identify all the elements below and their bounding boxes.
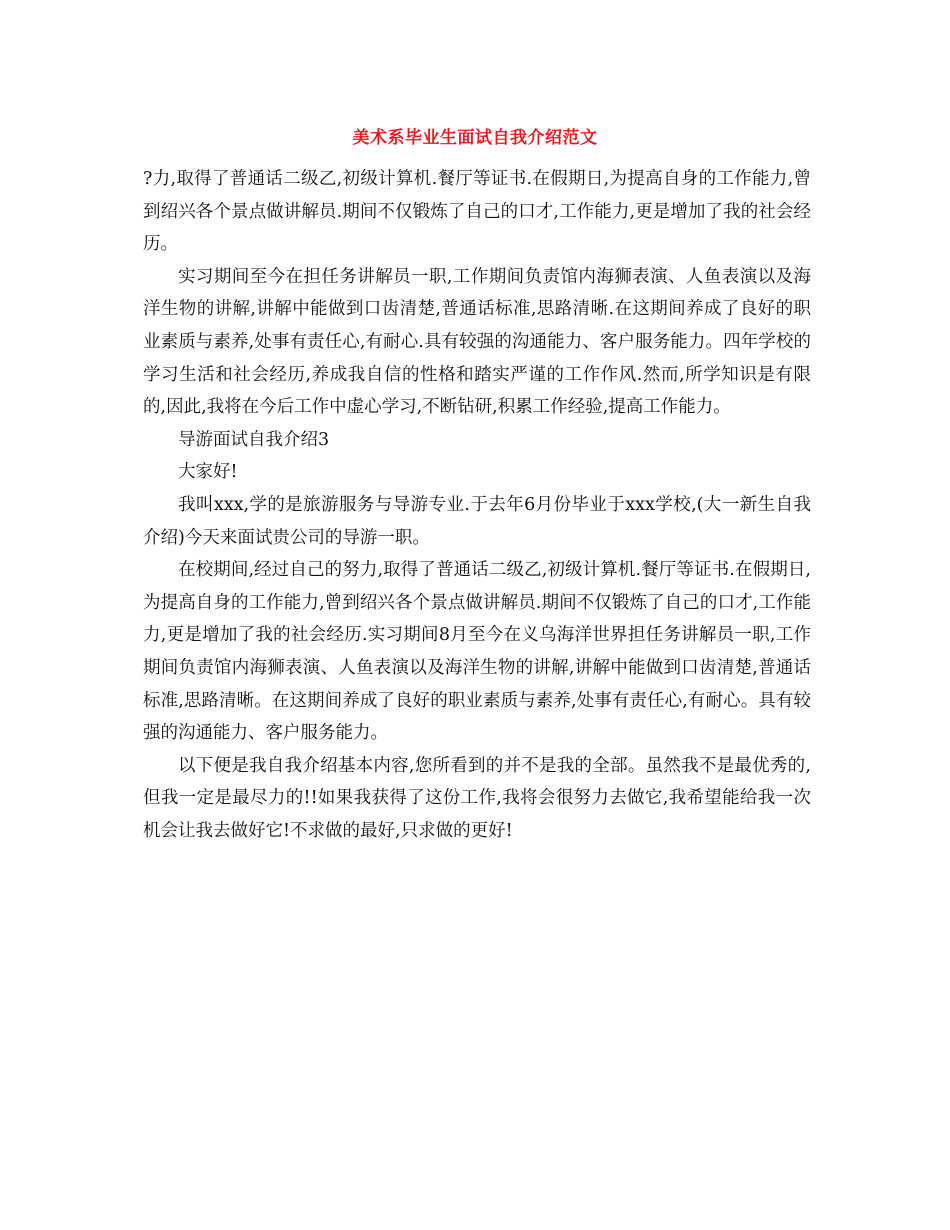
paragraph-introduction: 我叫xxx,学的是旅游服务与导游专业.于去年6月份毕业于xxx学校,(大一新生自我介绍)今天来面试贵公司的导游一职。	[143, 494, 811, 548]
paragraph-greeting: 大家好!	[178, 462, 238, 483]
paragraph-continuation: ?力,取得了普通话二级乙,初级计算机.餐厅等证书.在假期日,为提高自身的工作能力,曾到绍兴各个景点做讲解员.期间不仅锻炼了自己的口才,工作能力,更是增加了我的社会经历。	[143, 169, 811, 255]
document-title: 美术系毕业生面试自我介绍范文	[352, 128, 598, 148]
document-body	[143, 163, 811, 847]
paragraph-closing: 以下便是我自我介绍基本内容,您所看到的并不是我的全部。虽然我不是最优秀的,但我一定是最尽力的!!如果我获得了这份工作,我将会很努力去做它,我希望能给我一次机会让我去做好它!不求做的最好,只求做的更好!	[143, 755, 811, 841]
paragraph-school-period: 在校期间,经过自己的努力,取得了普通话二级乙,初级计算机.餐厅等证书.在假期日,为提高自身的工作能力,曾到绍兴各个景点做讲解员.期间不仅锻炼了自己的口才,工作能力,更是增加了我的社会经历.实习期间8月至今在义乌海洋世界担任务讲解员一职,工作期间负责馆内海狮表演、人鱼表演以及海洋生物的讲解,讲解中能做到口齿清楚,普通话标准,思路清晰。在这期间养成了良好的职业素质与素养,处事有责任心,有耐心。具有较强的沟通能力、客户服务能力。	[143, 560, 811, 744]
section-heading: 导游面试自我介绍3	[178, 429, 330, 450]
paragraph-internship: 实习期间至今在担任务讲解员一职,工作期间负责馆内海狮表演、人鱼表演以及海洋生物的讲解,讲解中能做到口齿清楚,普通话标准,思路清晰.在这期间养成了良好的职业素质与素养,处事有责任心,有耐心.具有较强的沟通能力、客户服务能力。四年学校的学习生活和社会经历,养成我自信的性格和踏实严谨的工作作风.然而,所学知识是有限的,因此,我将在今后工作中虚心学习,不断钻研,积累工作经验,提高工作能力。	[143, 266, 811, 418]
